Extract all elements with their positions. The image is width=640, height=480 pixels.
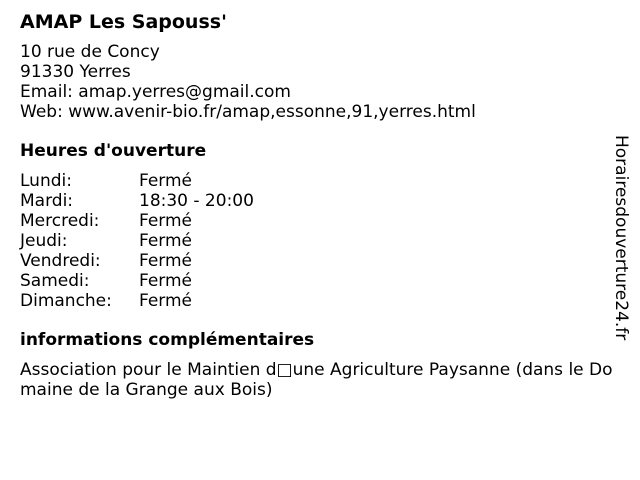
- site-watermark: [612, 135, 630, 347]
- hours-value: Fermé: [139, 211, 193, 231]
- hours-value: Fermé: [139, 251, 193, 271]
- hours-row-lundi: [20, 171, 610, 191]
- hours-row-vendredi: [20, 251, 610, 271]
- address-line-1: 10 rue de Concy: [20, 42, 160, 62]
- hours-value: 18:30 - 20:00: [139, 191, 254, 211]
- info-heading: informations complémentaires: [20, 330, 315, 350]
- hours-row-dimanche: [20, 291, 610, 311]
- hours-value: Fermé: [139, 271, 193, 291]
- info-text: Association pour le Maintien d□une Agriculture Paysanne (dans le Domaine de la Grange aux Bois): [20, 360, 613, 400]
- hours-value: Fermé: [139, 231, 193, 251]
- hours-table: [20, 171, 610, 311]
- hours-row-samedi: [20, 271, 610, 291]
- business-card: [20, 10, 613, 400]
- hours-row-mercredi: [20, 211, 610, 231]
- hours-day: Mercredi:: [20, 211, 100, 231]
- email-line: Email: amap.yerres@gmail.com: [20, 82, 291, 102]
- hours-value: Fermé: [139, 171, 193, 191]
- hours-day: Samedi:: [20, 271, 90, 291]
- hours-day: Jeudi:: [20, 231, 68, 251]
- hours-row-mardi: [20, 191, 610, 211]
- hours-heading: Heures d'ouverture: [20, 141, 207, 161]
- hours-day: Vendredi:: [20, 251, 101, 271]
- business-name: AMAP Les Sapouss': [20, 11, 227, 33]
- hours-row-jeudi: [20, 231, 610, 251]
- hours-day: Mardi:: [20, 191, 74, 211]
- hours-day: Dimanche:: [20, 291, 112, 311]
- web-line: Web: www.avenir-bio.fr/amap,essonne,91,yerres.html: [20, 102, 476, 122]
- hours-value: Fermé: [139, 291, 193, 311]
- site-watermark-text: Horairesdouverture24.fr: [611, 135, 631, 341]
- address-line-2: 91330 Yerres: [20, 62, 131, 82]
- hours-day: Lundi:: [20, 171, 72, 191]
